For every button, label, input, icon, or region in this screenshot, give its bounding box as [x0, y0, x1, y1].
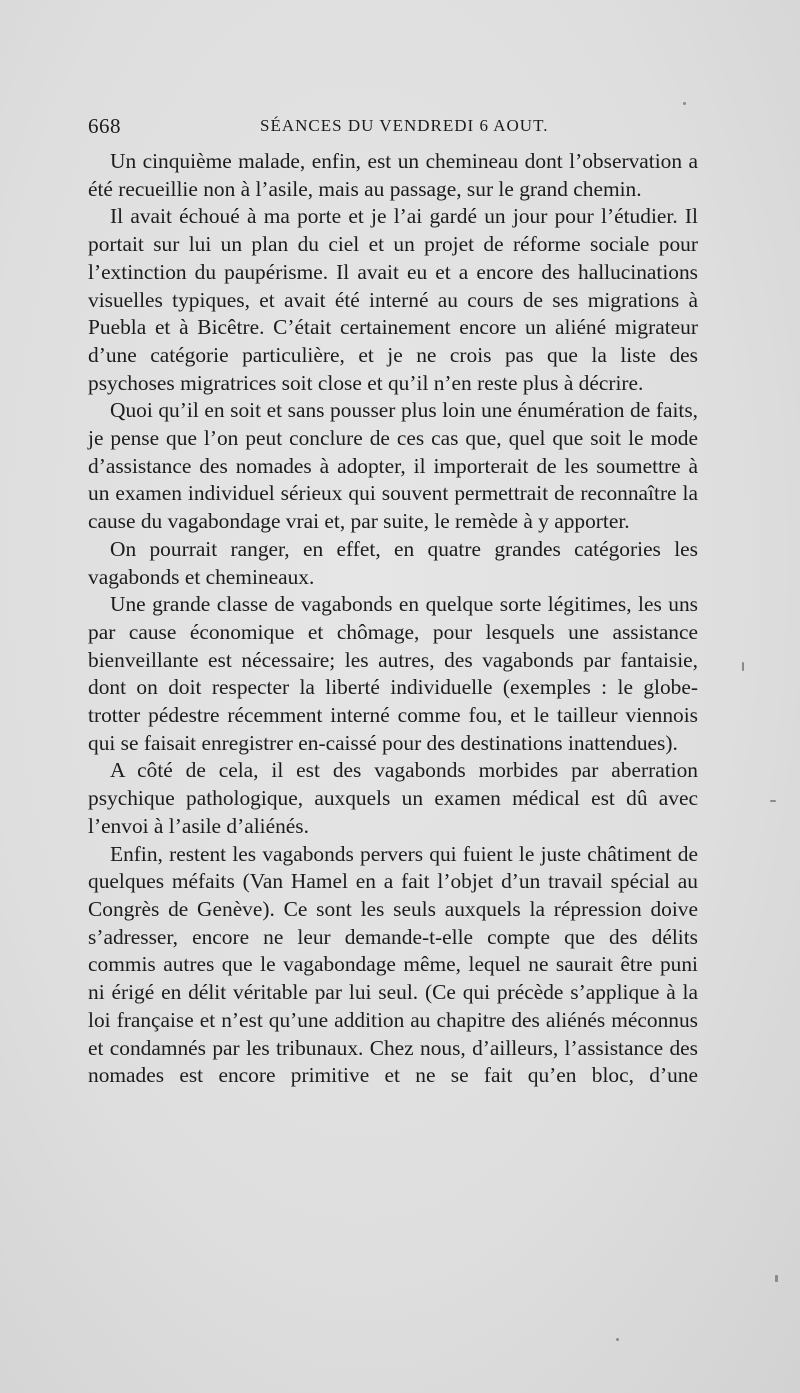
- page-number: 668: [88, 114, 121, 138]
- scan-speck: [683, 102, 686, 105]
- scan-speck: [742, 662, 744, 671]
- running-head: SÉANCES DU VENDREDI 6 AOUT.: [260, 116, 549, 135]
- scan-speck: [770, 800, 776, 802]
- scan-speck: [775, 1275, 778, 1282]
- paragraph: Un cinquième malade, enfin, est un chemineau dont l’observation a été recueillie non à l’asile, mais au passage, sur le grand chemin.: [88, 149, 698, 201]
- paragraph: On pourrait ranger, en effet, en quatre grandes catégories les vagabonds et chemineaux.: [88, 536, 698, 589]
- paragraph: Enfin, restent les vagabonds pervers qui fuient le juste châtiment de quelques méfaits (Van Hamel en a fait l’objet d’un travail spécial au Congrès de Genève). Ce sont les seuls auxquels la répression doive s’adresser, encore ne leur demande-t-elle compte que des délits commis autres que le vagabondage même, lequel ne saurait être puni ni érigé en délit véritable par lui seul. (Ce qui précède s’applique à la loi française et n’est qu’une addition au chapitre des aliénés méconnus et condamnés par les tribunaux. Chez nous, d’ailleurs, l’assistance des nomades est encore primitive et ne se fait qu’en bloc, d’une: [88, 841, 698, 1088]
- paragraph: Quoi qu’il en soit et sans pousser plus loin une énumération de faits, je pense que l’on peut conclure de ces cas que, quel que soit le mode d’assistance des nomades à adopter, il importerait de les soumettre à un examen individuel sérieux qui souvent permettrait de reconnaître la cause du vagabondage vrai et, par suite, le remède à y apporter.: [88, 398, 698, 534]
- page-header: [88, 114, 696, 140]
- paragraph: Une grande classe de vagabonds en quelque sorte légitimes, les uns par cause économique et chômage, pour lesquels une assistance bienveillante est nécessaire; les autres, des vagabonds par fantaisie, dont on doit respecter la liberté individuelle (exemples : le globe-trotter pédestre récemment interné comme fou, et le tailleur viennois qui se faisait enregistrer en-caissé pour des destinations inattendues).: [88, 592, 698, 755]
- paragraph: Il avait échoué à ma porte et je l’ai gardé un jour pour l’étudier. Il portait sur lui un plan du ciel et un projet de réforme sociale pour l’extinction du paupérisme. Il avait eu et a encore des hallucinations visuelles typiques, et avait été interné au cours de ses migrations à Puebla et à Bicêtre. C’était certainement encore un aliéné migrateur d’une catégorie particulière, et je ne crois pas que la liste des psychoses migratrices soit close et qu’il n’en reste plus à décrire.: [88, 204, 698, 395]
- body-text: [88, 148, 698, 1090]
- paragraph: A côté de cela, il est des vagabonds morbides par aberration psychique pathologique, auxquels un examen médical est dû avec l’envoi à l’asile d’aliénés.: [88, 758, 698, 838]
- scan-speck: [616, 1338, 619, 1341]
